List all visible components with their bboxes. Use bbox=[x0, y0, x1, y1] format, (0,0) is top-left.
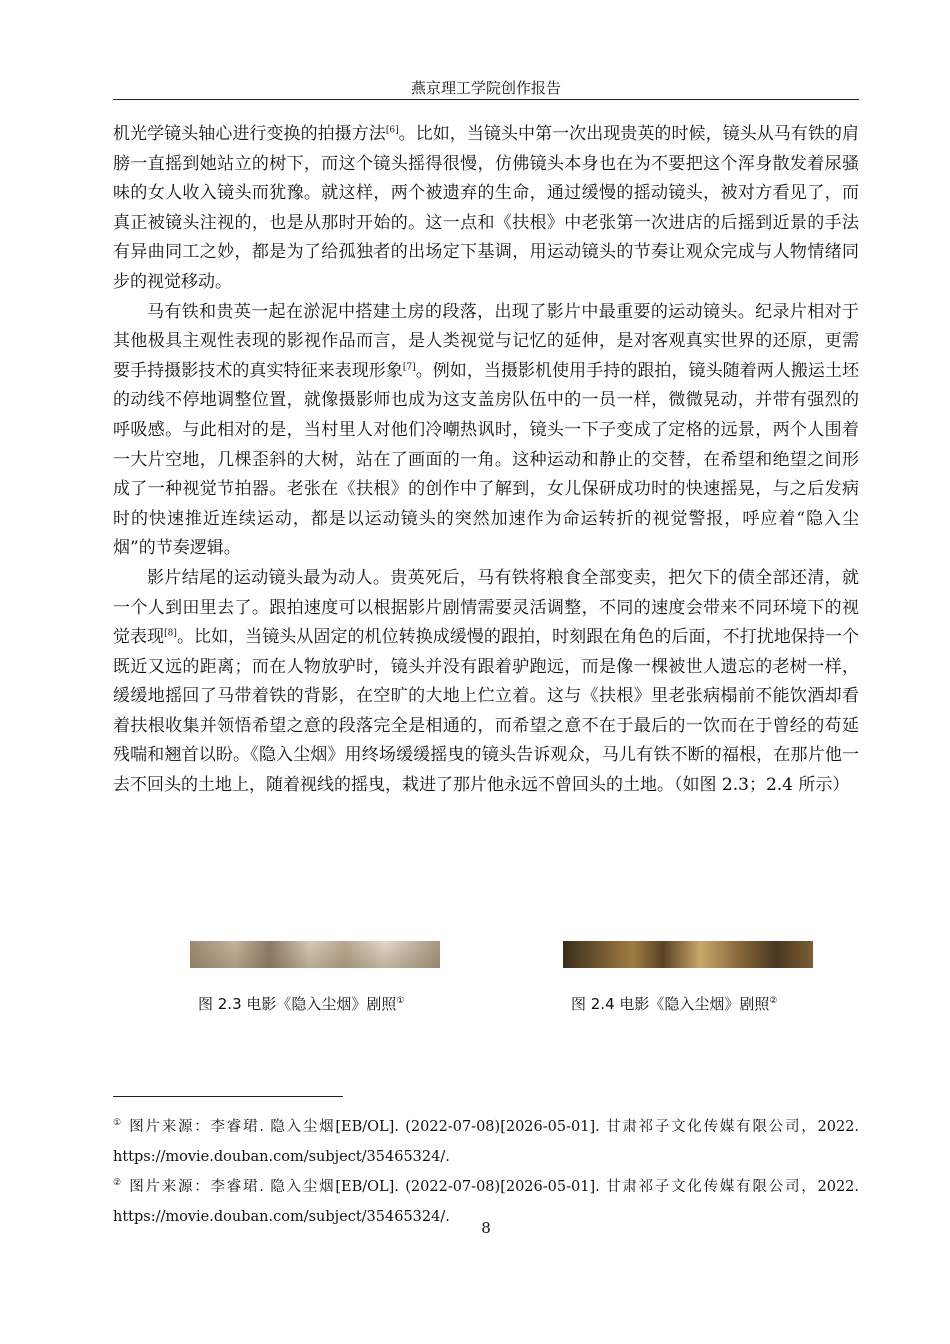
figure-2-3-image bbox=[190, 941, 440, 968]
paragraph-3-text-b: 。比如，当镜头从固定的机位转换成缓慢的跟拍，时刻跟在角色的后面，不打扰地保持一个既近又远的距离；而在人物放驴时，镜头并没有跟着驴跑远，而是像一棵被世人遗忘的老树一样，缓缓地摇回了马带着铁的背影，在空旷的大地上伫立着。这与《扶根》里老张病榻前不能饮酒却看着扶根收集并领悟希望之意的段落完全是相通的，而希望之意不在于最后的一饮而在于曾经的苟延残喘和翘首以盼。《隐入尘烟》用终场缓缓摇曳的镜头告诉观众，马儿有铁不断的福根，在那片他一去不回头的土地上，随着视线的摇曳，栽进了那片他永远不曾回头的土地。（如图 2.3；2.4 所示） bbox=[113, 627, 860, 796]
footnote-mark: ② bbox=[769, 996, 778, 1006]
paragraph-2-text-b: 。例如，当摄影机使用手持的跟拍，镜头随着两人搬运土坯的动线不停地调整位置，就像摄影师也成为这支盖房队伍中的一员一样，微微晃动，并带有强烈的呼吸感。与此相对的是，当村里人对他们冷嘲热讽时，镜头一下子变成了定格的远景，两个人围着一大片空地，几棵歪斜的大树，站在了画面的一角。这种运动和静止的交替，在希望和绝望之间形成了一种视觉节拍器。老张在《扶根》的创作中了解到，女儿保研成功时的快速摇晃，与之后发病时的快速推近连续运动，都是以运动镜头的突然加速作为命运转折的视觉警报，呼应着“隐入尘烟”的节奏逻辑。 bbox=[113, 360, 859, 559]
footnote-text: 图片来源：李睿珺. 隐入尘烟[EB/OL]. (2022-07-08)[2026-05-01]. 甘肃祁子文化传媒有限公司，2022. https://movie.douban.com/subject/35465324/. bbox=[113, 1119, 860, 1165]
citation-6: [6] bbox=[385, 125, 399, 136]
figure-2-4-image bbox=[563, 941, 813, 968]
paragraph-3 bbox=[113, 564, 859, 801]
citation-7: [7] bbox=[402, 362, 416, 373]
figure-2-3-caption bbox=[198, 994, 404, 1014]
footnotes bbox=[113, 1112, 859, 1232]
footnote-1 bbox=[113, 1112, 859, 1172]
footnote-mark: ① bbox=[113, 1118, 123, 1129]
paragraph-2-text-a: 马有铁和贵英一起在淤泥中搭建土房的段落，出现了影片中最重要的运动镜头。纪录片相对于其他极具主观性表现的影视作品而言，是人类视觉与记忆的延伸，是对客观真实世界的还原，更需要手持摄影技术的真实特征来表现形象 bbox=[113, 301, 859, 381]
body-text bbox=[113, 120, 859, 801]
caption-text: 图 2.4 电影《隐入尘烟》剧照 bbox=[571, 995, 770, 1013]
running-header: 燕京理工学院创作报告 bbox=[410, 79, 561, 97]
figure-2-4-caption bbox=[571, 994, 777, 1014]
footnote-rule bbox=[113, 1096, 343, 1097]
paragraph-1 bbox=[113, 120, 859, 298]
paragraph-1-text-b: 。比如，当镜头中第一次出现贵英的时候，镜头从马有铁的肩膀一直摇到她站立的树下，而这个镜头摇得很慢，仿佛镜头本身也在为不要把这个浑身散发着尿骚味的女人收入镜头而犹豫。就这样，两个被遗弃的生命，通过缓慢的摇动镜头，被对方看见了，而真正被镜头注视的，也是从那时开始的。这一点和《扶根》中老张第一次进店的后摇到近景的手法有异曲同工之妙，都是为了给孤独者的出场定下基调，用运动镜头的节奏让观众完成与人物情绪同步的视觉移动。 bbox=[113, 124, 860, 292]
page-number: 8 bbox=[481, 1219, 491, 1237]
paragraph-2 bbox=[113, 298, 859, 564]
citation-8: [8] bbox=[164, 628, 177, 639]
footnote-mark: ② bbox=[113, 1178, 123, 1189]
header-rule bbox=[113, 99, 859, 100]
paragraph-3-text-a: 影片结尾的运动镜头最为动人。贵英死后，马有铁将粮食全部变卖，把欠下的债全部还清，就一个人到田里去了。跟拍速度可以根据影片剧情需要灵活调整，不同的速度会带来不同环境下的视觉表现 bbox=[113, 567, 859, 648]
footnote-text: 图片来源：李睿珺. 隐入尘烟[EB/OL]. (2022-07-08)[2026-05-01]. 甘肃祁子文化传媒有限公司，2022. https://movie.douban.com/subject/35465324/. bbox=[113, 1179, 860, 1225]
footnote-mark: ① bbox=[396, 996, 405, 1006]
caption-text: 图 2.3 电影《隐入尘烟》剧照 bbox=[198, 995, 397, 1013]
paragraph-1-text-a: 机光学镜头轴心进行变换的拍摄方法 bbox=[113, 124, 386, 144]
